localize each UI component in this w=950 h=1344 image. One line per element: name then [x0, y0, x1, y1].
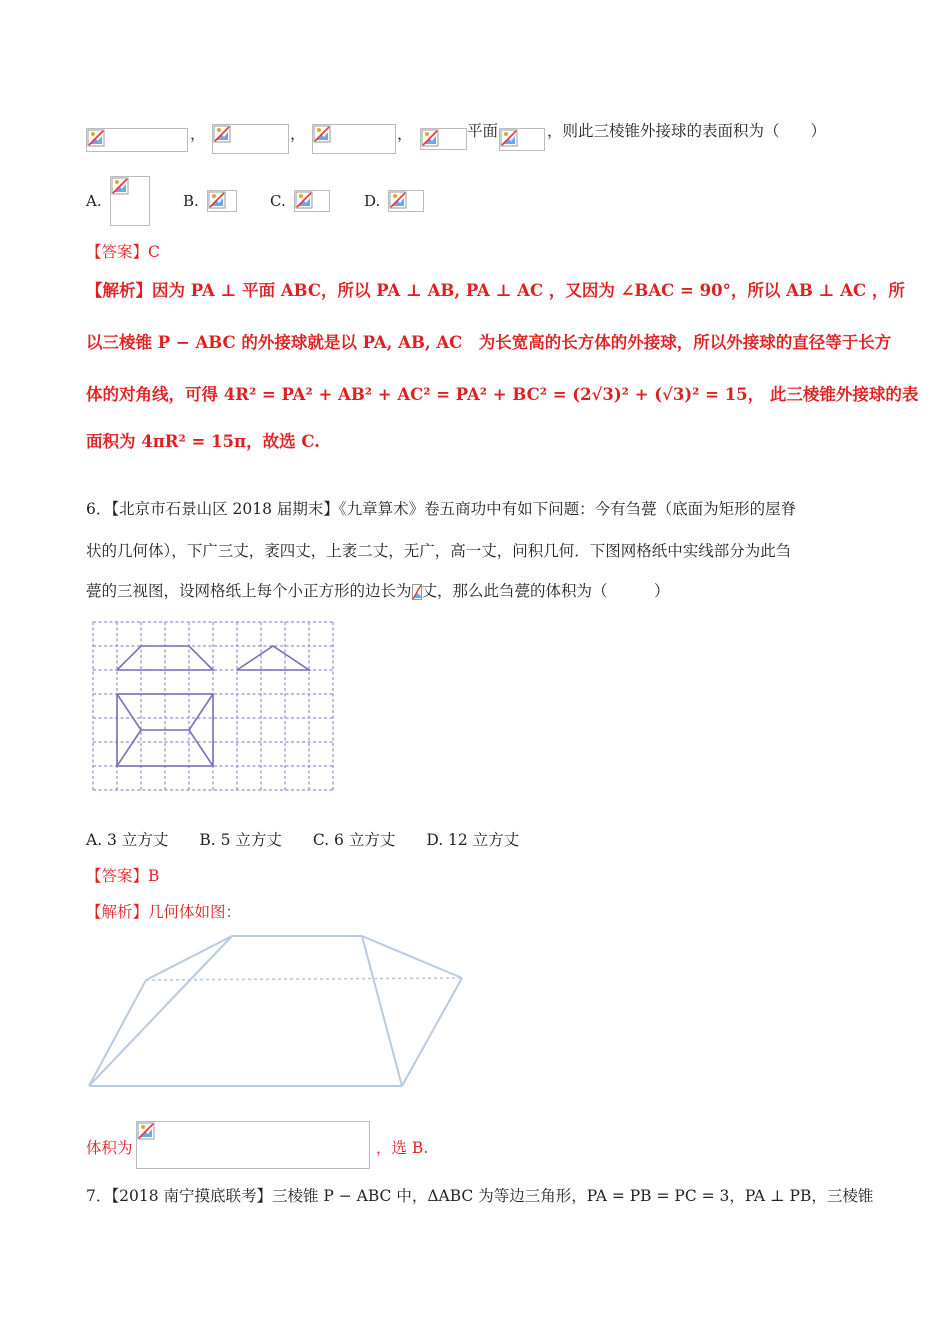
q5-answer	[86, 240, 160, 262]
q5-analysis-line-3: 体的对角线，可得 4R² = PA² + AB² + AC² = PA² + BC² = (2√3)² + (√3)² = 15， 此三棱锥外接球的表	[86, 385, 919, 404]
option-a-label: A.	[86, 192, 102, 210]
broken-image-icon	[87, 129, 105, 147]
option-b-label: B.	[183, 192, 199, 210]
option-d-label: D.	[364, 192, 381, 210]
option-c-image	[294, 190, 330, 212]
stem-tail: ，则此三棱锥外接球的表面积为（ ）	[547, 122, 827, 140]
broken-image-icon	[389, 191, 407, 209]
q7-line-1: 7．【2018 南宁摸底联考】三棱锥 P − ABC 中，ΔABC 为等边三角形，PA = PB = PC = 3，PA ⊥ PB，三棱锥	[86, 1187, 874, 1205]
analysis-text-1: 因为 PA ⊥ 平面 ABC，所以 PA ⊥ AB, PA ⊥ AC ，又因为 ∠BAC = 90°，所以 AB ⊥ AC ，所	[152, 281, 905, 300]
q5-analysis-line-1	[86, 277, 905, 301]
q5-analysis-line-4: 面积为 4πR² = 15π，故选 C.	[86, 432, 320, 451]
q6-line-2: 状的几何体），下广三丈，袤四丈，上袤二丈，无广，高一丈，问积几何．下图网格纸中实线部分为此刍	[86, 542, 792, 560]
broken-image-icon	[137, 1122, 155, 1140]
q6-line-3	[86, 579, 670, 601]
option-a-image	[110, 176, 150, 226]
q6-options: A. 3 立方丈 B. 5 立方丈 C. 6 立方丈 D. 12 立方丈	[86, 831, 520, 849]
broken-image-icon	[213, 125, 231, 143]
option-c-label: C.	[270, 192, 286, 210]
stem-sep-2: ，	[290, 125, 306, 143]
option-b-image	[207, 190, 237, 212]
stem-sep-3: ，	[397, 125, 413, 143]
answer-value: C	[148, 243, 160, 261]
formula-image-5	[499, 128, 545, 151]
unit-image	[412, 584, 422, 600]
formula-image-3	[312, 124, 396, 154]
broken-image-icon	[111, 177, 129, 195]
formula-image-1	[86, 128, 188, 152]
stem-sep-1: ，	[190, 125, 206, 143]
three-view-grid-figure	[92, 620, 338, 792]
q6-answer	[86, 864, 159, 886]
broken-image-icon	[208, 191, 226, 209]
q6-line-3a: 甍的三视图，设网格纸上每个小正方形的边长为	[86, 582, 412, 600]
q6-line-1: 6．【北京市石景山区 2018 届期末】《九章算术》卷五商功中有如下问题：今有刍甍（底面为矩形的屋脊	[86, 500, 797, 518]
broken-image-icon	[412, 584, 422, 600]
broken-image-icon	[500, 129, 518, 147]
broken-image-icon	[421, 129, 439, 147]
q5-analysis-line-2: 以三棱锥 P − ABC 的外接球就是以 PA, AB, AC 为长宽高的长方体的外接球，所以外接球的直径等于长方	[86, 333, 892, 352]
formula-image-4	[420, 128, 467, 150]
solid-figure	[86, 930, 466, 1090]
analysis-text: 几何体如图：	[148, 903, 242, 921]
q6-analysis	[86, 900, 241, 922]
answer-label: 【答案】	[86, 243, 149, 261]
analysis-label: 【解析】	[86, 281, 152, 300]
formula-image-2	[212, 124, 289, 154]
answer-label: 【答案】	[86, 867, 149, 885]
q6-volume-tail: ，选 B.	[376, 1139, 429, 1157]
broken-image-icon	[295, 191, 313, 209]
analysis-label: 【解析】	[86, 903, 149, 921]
broken-image-icon	[313, 125, 331, 143]
option-d-image	[388, 190, 424, 212]
stem-plane: 平面	[467, 122, 499, 140]
volume-formula-image	[136, 1121, 370, 1169]
q6-volume-label: 体积为	[86, 1139, 133, 1157]
q6-line-3b: 丈，那么此刍甍的体积为（ ）	[421, 582, 670, 600]
answer-value: B	[148, 867, 160, 885]
